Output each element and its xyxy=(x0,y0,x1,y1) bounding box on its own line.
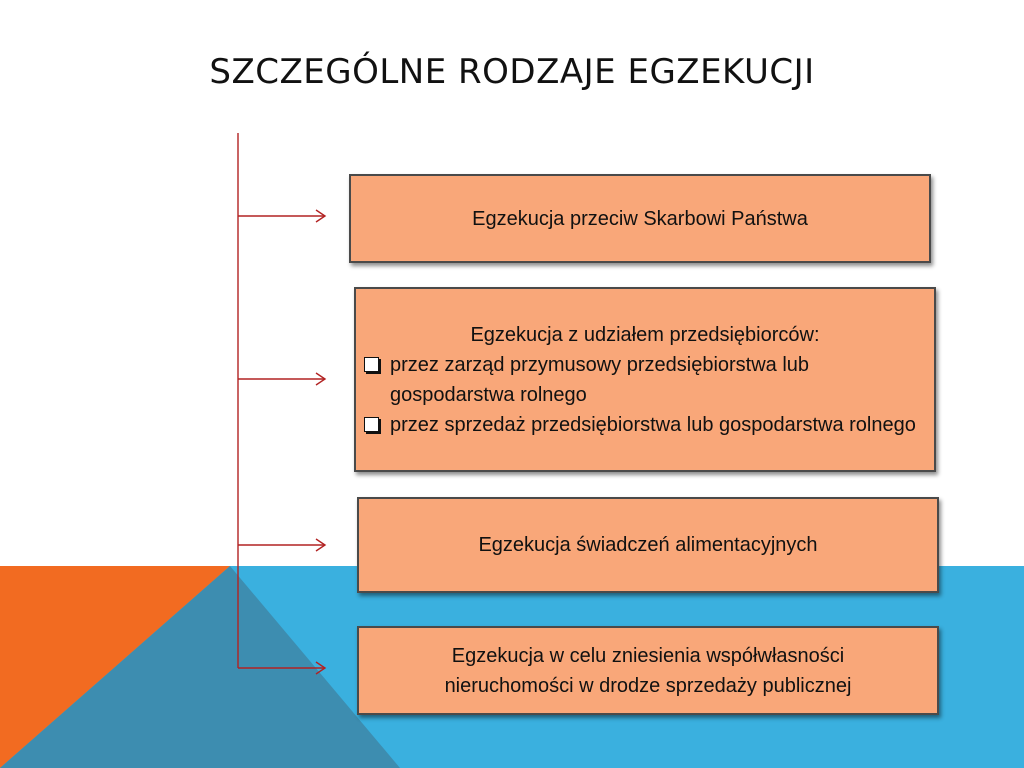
list-item xyxy=(356,410,934,440)
box-text: Egzekucja świadczeń alimentacyjnych xyxy=(478,534,818,556)
box-text: Egzekucja przeciw Skarbowi Państwa xyxy=(472,207,808,230)
box-entrepreneurs-enforcement xyxy=(354,287,936,472)
box-treasury-enforcement xyxy=(349,174,931,263)
slide-title: SZCZEGÓLNE RODZAJE EGZEKUCJI xyxy=(209,52,815,92)
checkbox-icon xyxy=(364,357,379,372)
list-item xyxy=(356,350,934,410)
box-coownership-enforcement xyxy=(357,626,939,715)
bullet-list xyxy=(356,350,934,440)
checkbox-icon xyxy=(364,417,379,432)
list-item-text: przez zarząd przymusowy przedsiębiorstwa lub gospodarstwa rolnego xyxy=(390,353,810,406)
box-heading: Egzekucja z udziałem przedsiębiorców: xyxy=(470,323,820,346)
box-alimony-enforcement xyxy=(357,497,939,593)
box-text: Egzekucja w celu zniesienia współwłasności nieruchomości w drodze sprzedaży publicznej xyxy=(444,644,852,697)
list-item-text: przez sprzedaż przedsiębiorstwa lub gospodarstwa rolnego xyxy=(390,413,916,436)
